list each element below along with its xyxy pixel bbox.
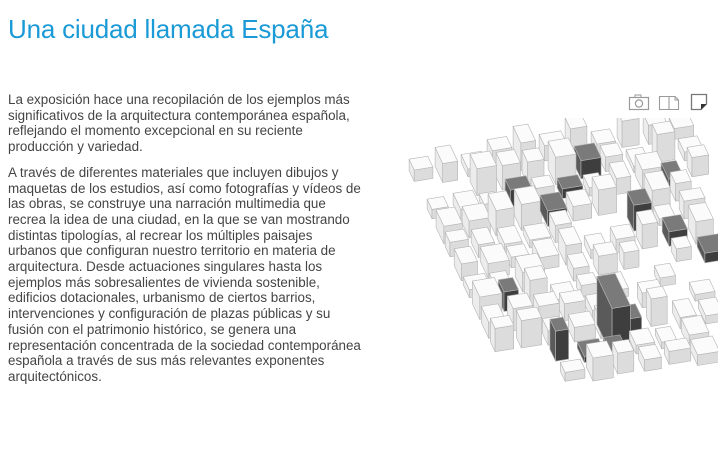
intro-paragraph: La exposición hace una recopilación de los ejemplos más significativos de la arquitectura contemporánea española, reflejando el momento excepcional en su reciente producción y variedad. (8, 92, 350, 155)
photo-view-button[interactable] (628, 93, 650, 111)
camera-icon (628, 93, 650, 111)
view-toolbar (628, 93, 710, 111)
city-model-image (378, 118, 718, 448)
city-model-illustration (378, 118, 718, 448)
page-view-button[interactable] (688, 93, 710, 111)
detail-paragraph: A través de diferentes materiales que incluyen dibujos y maquetas de los estudios, así como fotografías y vídeos de las obras, se construye una narración multimedia que recrea la idea de una ciudad, en la que se van mostrando distintas tipologías, al recrear los múltiples paisajes urbanos que configuran nuestro territorio en materia de arquitectura. Desde actuaciones singulares hasta los ejemplos más sobresalientes de vivienda sostenible, edificios dotacionales, urbanismo de ciertos barrios, intervenciones y configuración de plazas públicas y su fusión con el patrimonio histórico, se genera una representación concentrada de la sociedad contemporánea española a través de sus más relevantes exponentes arquitectónicos. (8, 164, 361, 384)
page-title: Una ciudad llamada España (8, 14, 329, 44)
description-text (8, 92, 363, 395)
page-icon (690, 93, 708, 111)
book-view-button[interactable] (658, 93, 680, 111)
book-icon (658, 93, 680, 111)
